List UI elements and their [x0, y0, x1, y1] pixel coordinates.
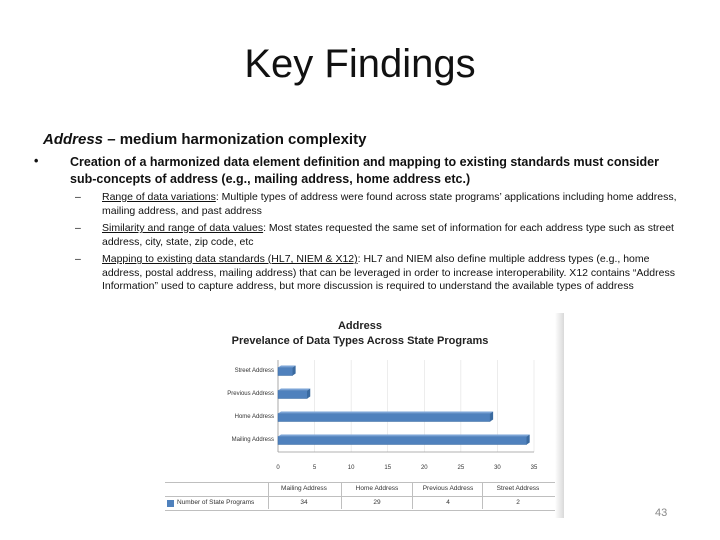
table-border: [165, 510, 555, 511]
page-title: Key Findings: [244, 42, 476, 86]
bar: [278, 368, 293, 376]
bar: [278, 414, 490, 422]
sub-bullet-heading: Similarity and range of data values: [102, 222, 264, 234]
category-label: Home Address: [234, 413, 274, 420]
x-tick-label: 15: [384, 465, 392, 471]
sub-bullet-body: : Multiple types of address were found across state programs’ applications including home address, mailing address, and past address: [102, 191, 677, 217]
category-label: Street Address: [234, 367, 274, 374]
table-column-header: Home Address: [355, 485, 399, 492]
sub-bullet-heading: Range of data variations: [102, 191, 216, 203]
bar-top-face: [278, 435, 530, 437]
x-tick-label: 10: [347, 465, 355, 471]
category-label: Mailing Address: [231, 436, 274, 443]
bullet-symbol: •: [34, 154, 39, 168]
table-column-header: Previous Address: [422, 485, 474, 492]
dash-symbol: –: [75, 253, 81, 265]
chart-subtitle: Prevelance of Data Types Across State Programs: [231, 335, 489, 347]
bar-top-face: [278, 389, 310, 391]
table-border: [165, 482, 555, 483]
dash-symbol: –: [75, 222, 81, 234]
section-label: Address: [43, 131, 104, 148]
x-tick-label: 30: [494, 465, 501, 471]
bar: [278, 391, 307, 399]
table-border: [268, 482, 269, 509]
bar-top-face: [278, 412, 493, 414]
table-cell: 4: [446, 499, 450, 506]
table-border: [341, 482, 342, 509]
sub-bullet-body: : Most states requested the same set of information for each address type such as street address, city, state, zip code, etc: [102, 222, 674, 248]
table-column-header: Street Address: [496, 485, 540, 492]
table-cell: 34: [300, 499, 308, 506]
table-border: [412, 482, 413, 509]
x-tick-label: 35: [530, 465, 538, 471]
x-tick-label: 5: [312, 465, 317, 471]
dash-symbol: –: [75, 191, 81, 203]
main-bullet: Creation of a harmonized data element definition and mapping to existing standards must consider sub-concepts of address (e.g., mailing address, home address etc.): [70, 155, 659, 186]
section-suffix: – medium harmonization complexity: [103, 131, 367, 148]
legend-swatch: [167, 500, 174, 507]
table-cell: 29: [373, 499, 381, 506]
sub-bullet-heading: Mapping to existing data standards (HL7, NIEM & X12): [102, 253, 358, 265]
table-border: [165, 496, 555, 497]
legend-label: Number of State Programs: [177, 499, 255, 506]
sub-bullet-body: : HL7 and NIEM also define multiple address types (e.g., home address, postal address, mailing address) that can be leveraged in order to increase interoperability. X12 contains “Address Information” used to capture address, but more discussion is required to understand the available types of address: [102, 253, 675, 292]
bar-top-face: [278, 366, 296, 368]
x-tick-label: 20: [420, 465, 428, 471]
chart-title: Address: [337, 320, 383, 332]
x-tick-label: 25: [457, 465, 465, 471]
bar: [278, 437, 527, 445]
x-tick-label: 0: [276, 465, 280, 471]
table-cell: 2: [516, 499, 520, 506]
table-border: [482, 482, 483, 509]
page-number: 43: [655, 507, 668, 519]
table-column-header: Mailing Address: [281, 485, 327, 492]
category-label: Previous Address: [227, 390, 274, 397]
